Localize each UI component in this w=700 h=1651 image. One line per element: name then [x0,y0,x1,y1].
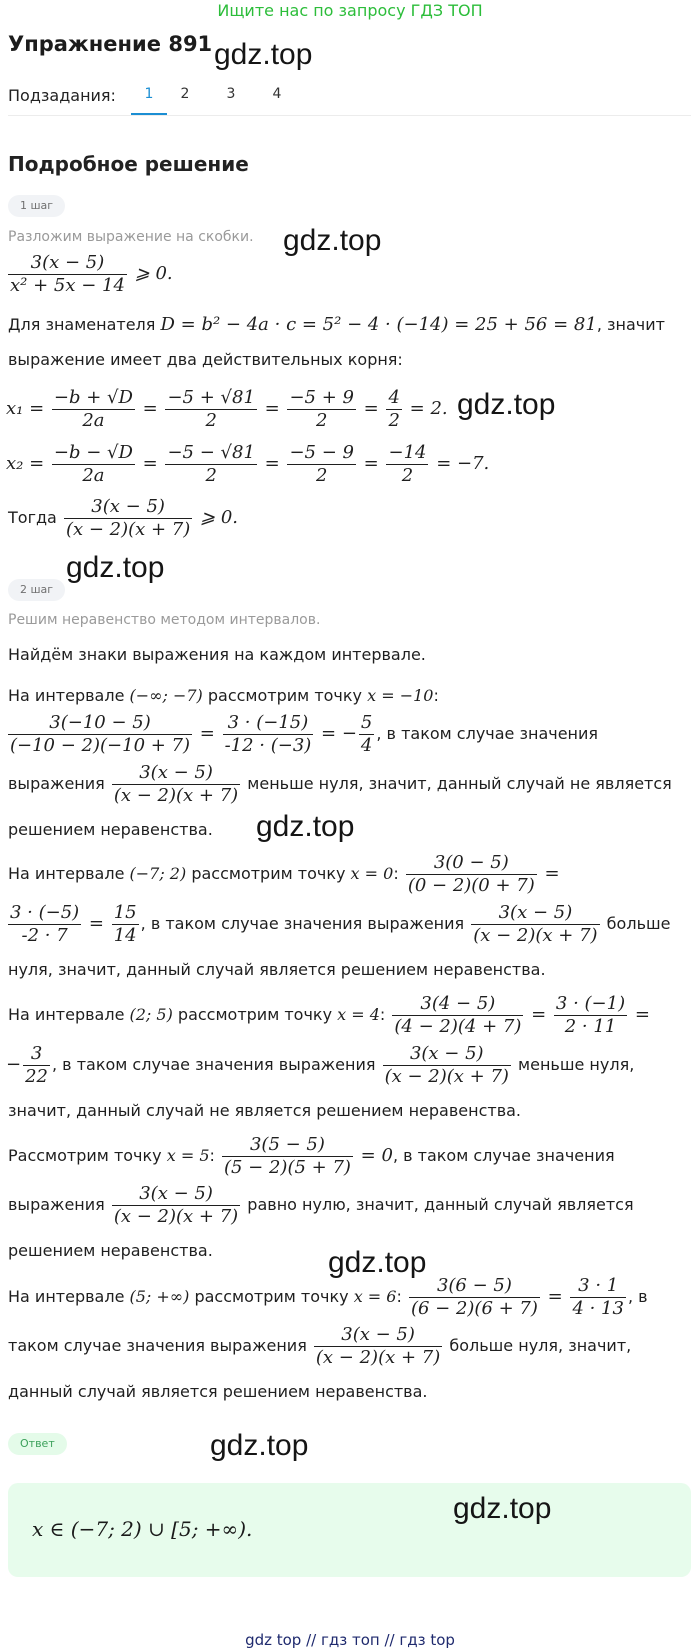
text: рассмотрим точку [172,1005,338,1024]
root-x2: x₂ = $\frac{-b - √D}{2a}$ = $\frac{-5 - √81}{2}$ = $\frac{-5 - 9}{2}$ = $\frac{-14}{2}$ = −7. [6,442,490,486]
fraction-numerator: 3(x − 5) [383,1043,511,1066]
fraction-numerator: −14 [388,442,427,463]
fraction-denominator: 2 [205,410,217,431]
watermark: gdz.top [453,1492,552,1525]
fraction-denominator: (−10 − 2)(−10 + 7) [10,735,191,756]
watermark: gdz.top [256,810,355,843]
footer-links[interactable]: gdz top // гдз топ // гдз top [245,1631,455,1649]
discriminant-formula: D = b² − 4a · c = 5² − 4 · (−14) = 25 + 56 = 81 [160,314,597,335]
interval: (−7; 2) [129,864,187,883]
text-line: данный случай является решением неравенства. [8,1382,428,1401]
fraction-numerator: 3 · 1 [570,1275,626,1298]
fraction-numerator: 3(4 − 5) [392,993,523,1016]
fraction-numerator: −b − √D [53,442,133,463]
text: Для знаменателя [8,315,161,334]
lhs: x₁ = [6,398,45,419]
text: На интервале [8,1005,130,1024]
interval-line: На интервале (2; 5) рассмотрим точку x = 4: $\frac{3(4 - 5)}{(4 - 2)(4 + 7)}$ = $\frac{3 \cdot (-1)}{2 \cdot 11}$ = [8,993,650,1037]
page-title: Упражнение 891 [8,32,213,56]
fraction-numerator: 3(x − 5) [314,1324,442,1347]
text-line: выражение имеет два действительных корня: [8,350,403,369]
answer-value: x ∈ (−7; 2) ∪ [5; +∞). [32,1517,253,1541]
step-hint: Разложим выражение на скобки. [8,229,254,245]
interval: (−∞; −7) [129,686,203,705]
equals: = − [321,723,357,744]
point: x = −10 [367,686,434,705]
fraction-numerator: 15 [113,902,137,923]
text-line: решением неравенства. [8,820,213,839]
factored-expression [8,496,238,540]
fraction-numerator: 4 [388,387,400,408]
fraction-denominator: x² + 5x − 14 [10,275,125,296]
discriminant-line [8,314,665,335]
fraction-numerator: 3(5 − 5) [222,1134,353,1157]
tab-subtask-4[interactable]: 4 [272,86,282,102]
interval-line: На интервале (−7; 2) рассмотрим точку x = 0: $\frac{3(0 - 5)}{(0 - 2)(0 + 7)}$ = [8,852,560,896]
fraction-denominator: (x − 2)(x + 7) [473,925,598,946]
text: : [379,1005,386,1024]
text: выражения [8,774,110,793]
interval: (2; 5) [129,1005,173,1024]
interval-line: На интервале (5; +∞) рассмотрим точку x = 6: $\frac{3(6 - 5)}{(6 - 2)(6 + 7)}$ = $\frac{3 \cdot 1}{4 \cdot 13}$ , в [8,1275,648,1319]
text: На интервале [8,864,130,883]
fraction-numerator: 3(6 − 5) [409,1275,540,1298]
text: , в таком случае значения [376,724,599,743]
fraction-denominator: 2 [315,410,328,431]
text: меньше нуля, значит, данный случай не является [242,774,672,793]
fraction-numerator: −5 + 9 [289,387,354,408]
computation-line: $\frac{3 \cdot (-5)}{-2 \cdot 7}$ = $\frac{15}{14}$ , в таком случае значения выражения $\frac{3(x - 5)}{(x - 2)(x + 7)}$ больше [10,902,671,946]
text: рассмотрим точку [189,1287,354,1306]
point: x = 0 [350,864,394,883]
fraction-numerator: 3(x − 5) [471,902,599,925]
text: : [433,686,439,705]
text: Рассмотрим точку [8,1146,167,1165]
watermark: gdz.top [283,224,382,257]
text: рассмотрим точку [186,864,351,883]
subtasks-label: Подзадания: [8,86,116,105]
fraction-denominator: (x − 2)(x + 7) [113,1206,239,1227]
fraction-numerator: 3 [23,1043,50,1066]
fraction-numerator: 3(−10 − 5) [8,712,192,735]
step-badge: 2 шаг [8,579,65,601]
section-title: Подробное решение [8,152,249,176]
text: больше [601,914,671,933]
text-line: нуля, значит, данный случай является решением неравенства. [8,960,546,979]
text: больше нуля, значит, [444,1336,632,1355]
text-line [8,1324,631,1368]
fraction-denominator: (5 − 2)(5 + 7) [223,1157,351,1178]
interval-line [8,1134,615,1178]
step-badge: 1 шаг [8,195,65,217]
fraction-denominator: (x − 2)(x + 7) [315,1347,441,1368]
divider [8,115,691,116]
text: , значит [596,315,665,334]
fraction-denominator: (0 − 2)(0 + 7) [407,875,535,896]
fraction-numerator: 3(x − 5) [64,496,192,519]
fraction-numerator: 3(x − 5) [8,252,127,275]
fraction-numerator: 3(0 − 5) [406,852,537,875]
fraction-numerator: −5 − 9 [289,442,354,463]
text: : [209,1146,215,1165]
point: x = 5 [166,1146,210,1165]
watermark: gdz.top [457,388,556,421]
text-line: значит, данный случай не является решением неравенства. [8,1101,522,1120]
point: x = 4 [337,1005,380,1024]
fraction-denominator: 4 [360,735,373,756]
text: : [393,864,399,883]
tab-subtask-2[interactable]: 2 [180,86,190,102]
result: = −7. [436,453,490,474]
fraction-numerator: −5 + √81 [167,387,255,408]
fraction-numerator: −5 − √81 [167,442,255,463]
text: рассмотрим точку [202,686,368,705]
fraction-denominator: 2 [315,465,328,486]
text: , в таком случае значения выражения [52,1055,381,1074]
root-x1: x₁ = $\frac{-b + √D}{2a}$ = $\frac{-5 + √81}{2}$ = $\frac{-5 + 9}{2}$ = $\frac{4}{2}$ = 2. [6,387,448,431]
point: x = 6 [353,1287,397,1306]
text: Тогда [8,508,57,527]
watermark: gdz.top [210,1429,309,1462]
text: На интервале [8,1287,130,1306]
fraction-denominator: (4 − 2)(4 + 7) [394,1016,522,1037]
watermark: gdz.top [214,38,313,71]
fraction-denominator: -2 · 7 [21,925,68,946]
text: выражения [8,1195,110,1214]
text: таком случае значения выражения [8,1336,312,1355]
fraction-denominator: 14 [113,925,137,946]
text: меньше нуля, [512,1055,635,1074]
lhs: x₂ = [6,453,45,474]
tab-subtask-1[interactable]: 1 [144,86,154,102]
computation-line: $\frac{3(-10 - 5)}{(-10 - 2)(-10 + 7)}$ = $\frac{3 \cdot (-15)}{-12 \cdot (-3)}$ = − $\frac{5}{4}$ , в таком случае значения [10,712,599,756]
text-line: Найдём знаки выражения на каждом интервале. [8,645,426,664]
fraction-numerator: 3 · (−1) [555,993,626,1014]
text: равно нулю, значит, данный случай является [242,1195,634,1214]
fraction-denominator: (x − 2)(x + 7) [384,1066,509,1087]
fraction-denominator: (x − 2)(x + 7) [65,519,191,540]
fraction-numerator: 3(x − 5) [112,762,240,785]
text: , в таком случае значения выражения [140,914,470,933]
fraction-numerator: 3 · (−15) [223,712,314,735]
fraction-numerator: 5 [360,712,373,733]
result: = 0 [360,1145,393,1166]
text: На интервале [8,686,130,705]
inequality-sign: ⩾ 0. [128,263,173,284]
watermark: gdz.top [328,1246,427,1279]
fraction-denominator: (6 − 2)(6 + 7) [410,1298,538,1319]
fraction-numerator: 3 · (−5) [10,902,80,923]
text: , в таком случае значения [392,1146,615,1165]
fraction-denominator: 2 [205,465,217,486]
expression-fraction [6,252,173,296]
promo-banner[interactable]: Ищите нас по запросу ГДЗ ТОП [217,1,483,20]
fraction-denominator: 2a [82,465,105,486]
text: : [396,1287,402,1306]
computation-line: − $\frac{3}{22}$ , в таком случае значения выражения $\frac{3(x - 5)}{(x - 2)(x + 7)}$ меньше нуля, [6,1043,635,1087]
fraction-denominator: -12 · (−3) [224,735,312,756]
watermark: gdz.top [66,551,165,584]
text-line [8,1183,634,1227]
fraction-denominator: 2 [401,465,414,486]
fraction-denominator: 4 · 13 [572,1298,624,1319]
inequality-sign: ⩾ 0. [200,507,239,528]
fraction-denominator: 2 [388,410,400,431]
answer-badge: Ответ [8,1433,67,1455]
fraction-denominator: 2a [82,410,105,431]
fraction-denominator: 2 · 11 [564,1016,617,1037]
text-line [8,762,672,806]
fraction-denominator: (x − 2)(x + 7) [113,785,239,806]
text-line: решением неравенства. [8,1241,213,1260]
fraction-numerator: −b + √D [53,387,133,408]
step-hint: Решим неравенство методом интервалов. [8,612,321,628]
fraction-numerator: 3(x − 5) [112,1183,240,1206]
tab-subtask-3[interactable]: 3 [226,86,236,102]
fraction-denominator: 22 [25,1066,48,1087]
interval-line [8,686,439,705]
result: = 2. [409,398,448,419]
interval: (5; +∞) [129,1287,190,1306]
text: , в [627,1287,648,1306]
